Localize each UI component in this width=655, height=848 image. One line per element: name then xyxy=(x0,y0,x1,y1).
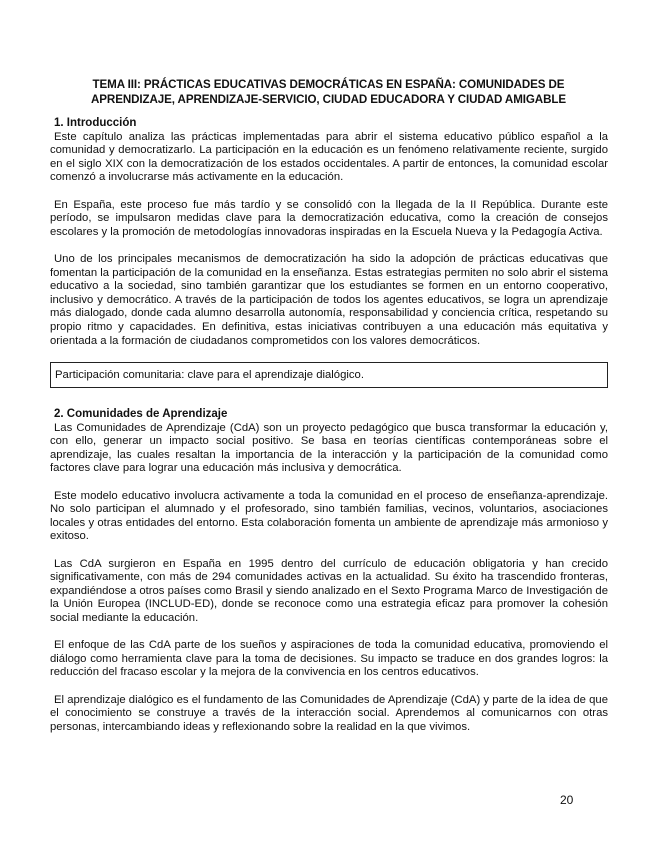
section-heading: 1. Introducción xyxy=(54,117,137,129)
paragraph: Uno de los principales mecanismos de democratización ha sido la adopción de prácticas educativas que fomentan la participación de la comunidad en la enseñanza. Estas estrategias permiten no solo abrir el sistema educativo a la sociedad, sino también garantizar que los estudiantes se formen en un entorno cooperativo, inclusivo y democrático. A través de la participación de todos los agentes educativos, se logra un aprendizaje más dialogado, donde cada alumno desarrolla autonomía, responsabilidad y conciencia crítica, respetando su propio ritmo y capacidades. En definitiva, estas iniciativas contribuyen a una educación más equitativa y orientada a la formación de ciudadanos comprometidos con los valores democráticos. xyxy=(50,252,608,347)
summary-callout-box: Participación comunitaria: clave para el aprendizaje dialógico. xyxy=(50,362,608,388)
paragraph: En España, este proceso fue más tardío y se consolidó con la llegada de la II República. Durante este período, se impulsaron medidas clave para la democratización educativa, como la creación de consejos escolares y la promoción de metodologías innovadoras inspiradas en la Escuela Nueva y la Pedagogía Activa. xyxy=(50,198,608,238)
paragraph: El enfoque de las CdA parte de los sueños y aspiraciones de toda la comunidad educativa, promoviendo el diálogo como herramienta clave para la toma de decisiones. Su impacto se traduce en dos grandes logros: la reducción del fracaso escolar y la mejora de la convivencia en los centros educativos. xyxy=(50,639,608,679)
section-comunidades-aprendizaje xyxy=(50,408,608,734)
paragraph: Las CdA surgieron en España en 1995 dentro del currículo de educación obligatoria y han crecido significativamente, con más de 294 comunidades activas en la actualidad. Su éxito ha trascendido fronteras, expandiéndose a otros países como Brasil y siendo analizado en el Sexto Programa Marco de Investigación de la Unión Europea (INCLUD-ED), donde se reconoce como una estrategia eficaz para promover la cohesión social mediante la educación. xyxy=(50,557,608,624)
paragraph: Este modelo educativo involucra activamente a toda la comunidad en el proceso de enseñanza-aprendizaje. No solo participan el alumnado y el profesorado, sino también familias, vecinos, voluntarios, asociaciones locales y otras entidades del entorno. Esta colaboración fomenta un ambiente de aprendizaje más armonioso y exitoso. xyxy=(50,489,608,543)
section-introduccion xyxy=(50,117,608,348)
document-title: TEMA III: PRÁCTICAS EDUCATIVAS DEMOCRÁTICAS EN ESPAÑA: COMUNIDADES DE APRENDIZAJE, APRENDIZAJE-SERVICIO, CIUDAD EDUCADORA Y CIUDAD AMIGABLE xyxy=(91,78,566,106)
paragraph: Las Comunidades de Aprendizaje (CdA) son un proyecto pedagógico que busca transformar la educación y, con ello, generar un impacto social positivo. Se basa en teorías científicas contemporáneas sobre el aprendizaje, las cuales resaltan la importancia de la interacción y la participación de la comunidad como factores clave para lograr una educación más inclusiva y democrática. xyxy=(50,421,608,475)
document-body xyxy=(50,117,608,734)
paragraph: Este capítulo analiza las prácticas implementadas para abrir el sistema educativo público español a la comunidad y democratizarlo. La participación en la educación es un fenómeno relativamente reciente, surgido en el siglo XIX con la democratización de los estados occidentales. A partir de entonces, la comunidad escolar comenzó a involucrarse más activamente en la educación. xyxy=(50,130,608,184)
paragraph: El aprendizaje dialógico es el fundamento de las Comunidades de Aprendizaje (CdA) y parte de la idea de que el conocimiento se construye a través de la interacción social. Aprendemos al comunicarnos con otras personas, intercambiando ideas y reflexionando sobre la realidad en la que vivimos. xyxy=(50,693,608,733)
page-number: 20 xyxy=(560,793,574,807)
section-heading: 2. Comunidades de Aprendizaje xyxy=(54,408,228,421)
